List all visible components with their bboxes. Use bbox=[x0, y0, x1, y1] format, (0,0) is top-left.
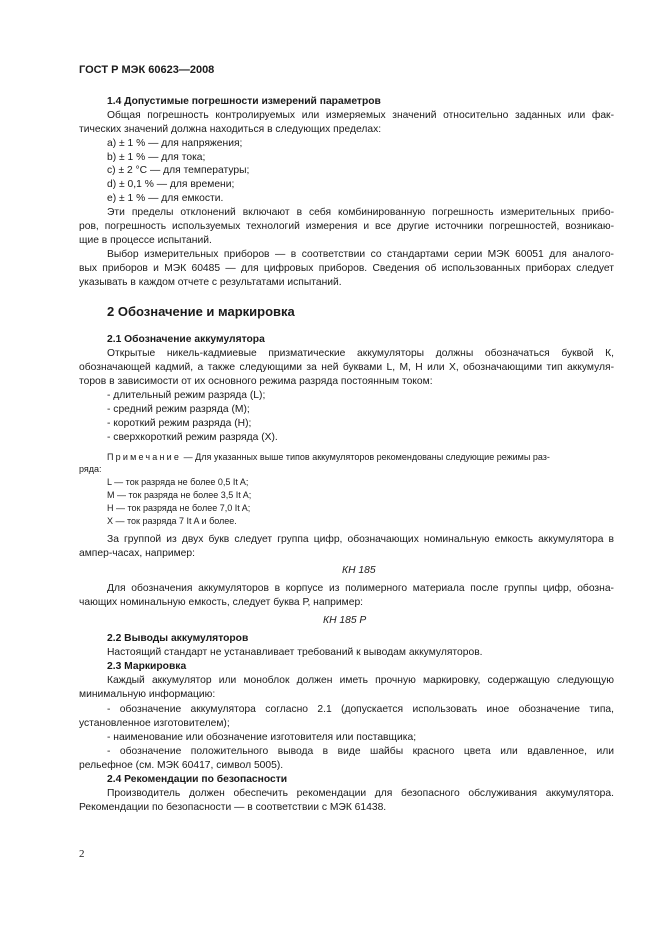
paragraph-line: тических значений должна находиться в следующих пределах: bbox=[79, 124, 382, 135]
section-1-4-title: 1.4 Допустимые погрешности измерений параметров bbox=[107, 96, 381, 107]
list-item-continued: установленное изготовителем); bbox=[79, 718, 230, 729]
note-text: — Для указанных выше типов аккумуляторов рекомендованы следующие режимы раз- bbox=[183, 452, 550, 462]
paragraph-line: За группой из двух букв следует группа цифр, обозначающих номинальную емкость аккумулятора в bbox=[107, 534, 614, 545]
note-item: M — ток разряда не более 3,5 It A; bbox=[107, 490, 252, 500]
list-item: - длительный режим разряда (L); bbox=[107, 390, 266, 401]
list-item: - обозначение положительного вывода в виде шайбы красного цвета или вдавленное, или bbox=[107, 746, 614, 757]
note-item: H — ток разряда не более 7,0 It A; bbox=[107, 503, 251, 513]
paragraph-line: Настоящий стандарт не устанавливает требований к выводам аккумуляторов. bbox=[107, 647, 483, 658]
list-item: - обозначение аккумулятора согласно 2.1 (допускается использовать иное обозначение типа, bbox=[107, 704, 614, 715]
section-2-4-title: 2.4 Рекомендации по безопасности bbox=[107, 774, 288, 785]
paragraph-line: Выбор измерительных приборов — в соответствии со стандартами серии МЭК 60051 для аналого- bbox=[107, 249, 614, 260]
note-item: L — ток разряда не более 0,5 It A; bbox=[107, 477, 249, 487]
paragraph-line: вых приборов и МЭК 60485 — для цифровых приборов. Сведения об использованных приборах следует bbox=[79, 263, 614, 274]
paragraph-line: Открытые никель-кадмиевые призматические аккумуляторы должны обозначаться буквой К, bbox=[107, 348, 614, 359]
list-item: - сверхкороткий режим разряда (X). bbox=[107, 432, 278, 443]
list-item: b) ± 1 % — для тока; bbox=[107, 152, 206, 163]
paragraph-line: обозначающей кадмий, а также следующими за ней буквами L, М, Н или X, обозначающими тип аккумуля- bbox=[79, 362, 614, 373]
note bbox=[107, 451, 614, 463]
list-item: e) ± 1 % — для емкости. bbox=[107, 193, 224, 204]
paragraph-line: Эти пределы отклонений включают в себя комбинированную погрешность измерительных прибо- bbox=[107, 207, 614, 218]
list-item: a) ± 1 % — для напряжения; bbox=[107, 138, 243, 149]
paragraph-line: щие в процессе испытаний. bbox=[79, 235, 212, 246]
paragraph-line: Общая погрешность контролируемых или измеряемых значений относительно заданных или фак- bbox=[107, 110, 614, 121]
paragraph-line: чающих номинальную емкость, следует буква Р, например: bbox=[79, 597, 364, 608]
note-item: X — ток разряда 7 It A и более. bbox=[107, 516, 237, 526]
example-designation: КН 185 bbox=[342, 565, 376, 576]
paragraph-line: Рекомендации по безопасности — в соответствии с МЭК 61438. bbox=[79, 802, 387, 813]
list-item: - средний режим разряда (М); bbox=[107, 404, 250, 415]
paragraph-line: минимальную информацию: bbox=[79, 689, 216, 700]
section-2-1-title: 2.1 Обозначение аккумулятора bbox=[107, 334, 265, 345]
paragraph-line: ров, погрешность используемых технологий измерения и все другие источники погрешностей, возникаю- bbox=[79, 221, 614, 232]
paragraph-line: ампер-часах, например: bbox=[79, 548, 195, 559]
note-line: ряда: bbox=[79, 464, 102, 474]
page-number: 2 bbox=[79, 848, 85, 860]
list-item: d) ± 0,1 % — для времени; bbox=[107, 179, 235, 190]
paragraph-line: торов в зависимости от их основного режима разряда постоянным током: bbox=[79, 376, 433, 387]
paragraph-line: Производитель должен обеспечить рекомендации для безопасного обслуживания аккумулятора. bbox=[107, 788, 614, 799]
paragraph-line: Для обозначения аккумуляторов в корпусе из полимерного материала после группы цифр, обозна- bbox=[107, 583, 614, 594]
list-item: c) ± 2 °С — для температуры; bbox=[107, 165, 250, 176]
paragraph-line: Каждый аккумулятор или моноблок должен иметь прочную маркировку, содержащую следующую bbox=[107, 675, 614, 686]
list-item-continued: рельефное (см. МЭК 60417, символ 5005). bbox=[79, 760, 284, 771]
example-designation: КН 185 Р bbox=[323, 615, 367, 626]
paragraph-line: указывать в каждом отчете с результатами испытаний. bbox=[79, 277, 342, 288]
document-header: ГОСТ Р МЭК 60623—2008 bbox=[79, 64, 215, 76]
note-label: Примечание bbox=[107, 452, 182, 462]
list-item: - наименование или обозначение изготовителя или поставщика; bbox=[107, 732, 417, 743]
section-2-2-title: 2.2 Выводы аккумуляторов bbox=[107, 633, 249, 644]
section-2-title: 2 Обозначение и маркировка bbox=[107, 304, 295, 319]
list-item: - короткий режим разряда (Н); bbox=[107, 418, 252, 429]
section-2-3-title: 2.3 Маркировка bbox=[107, 661, 187, 672]
